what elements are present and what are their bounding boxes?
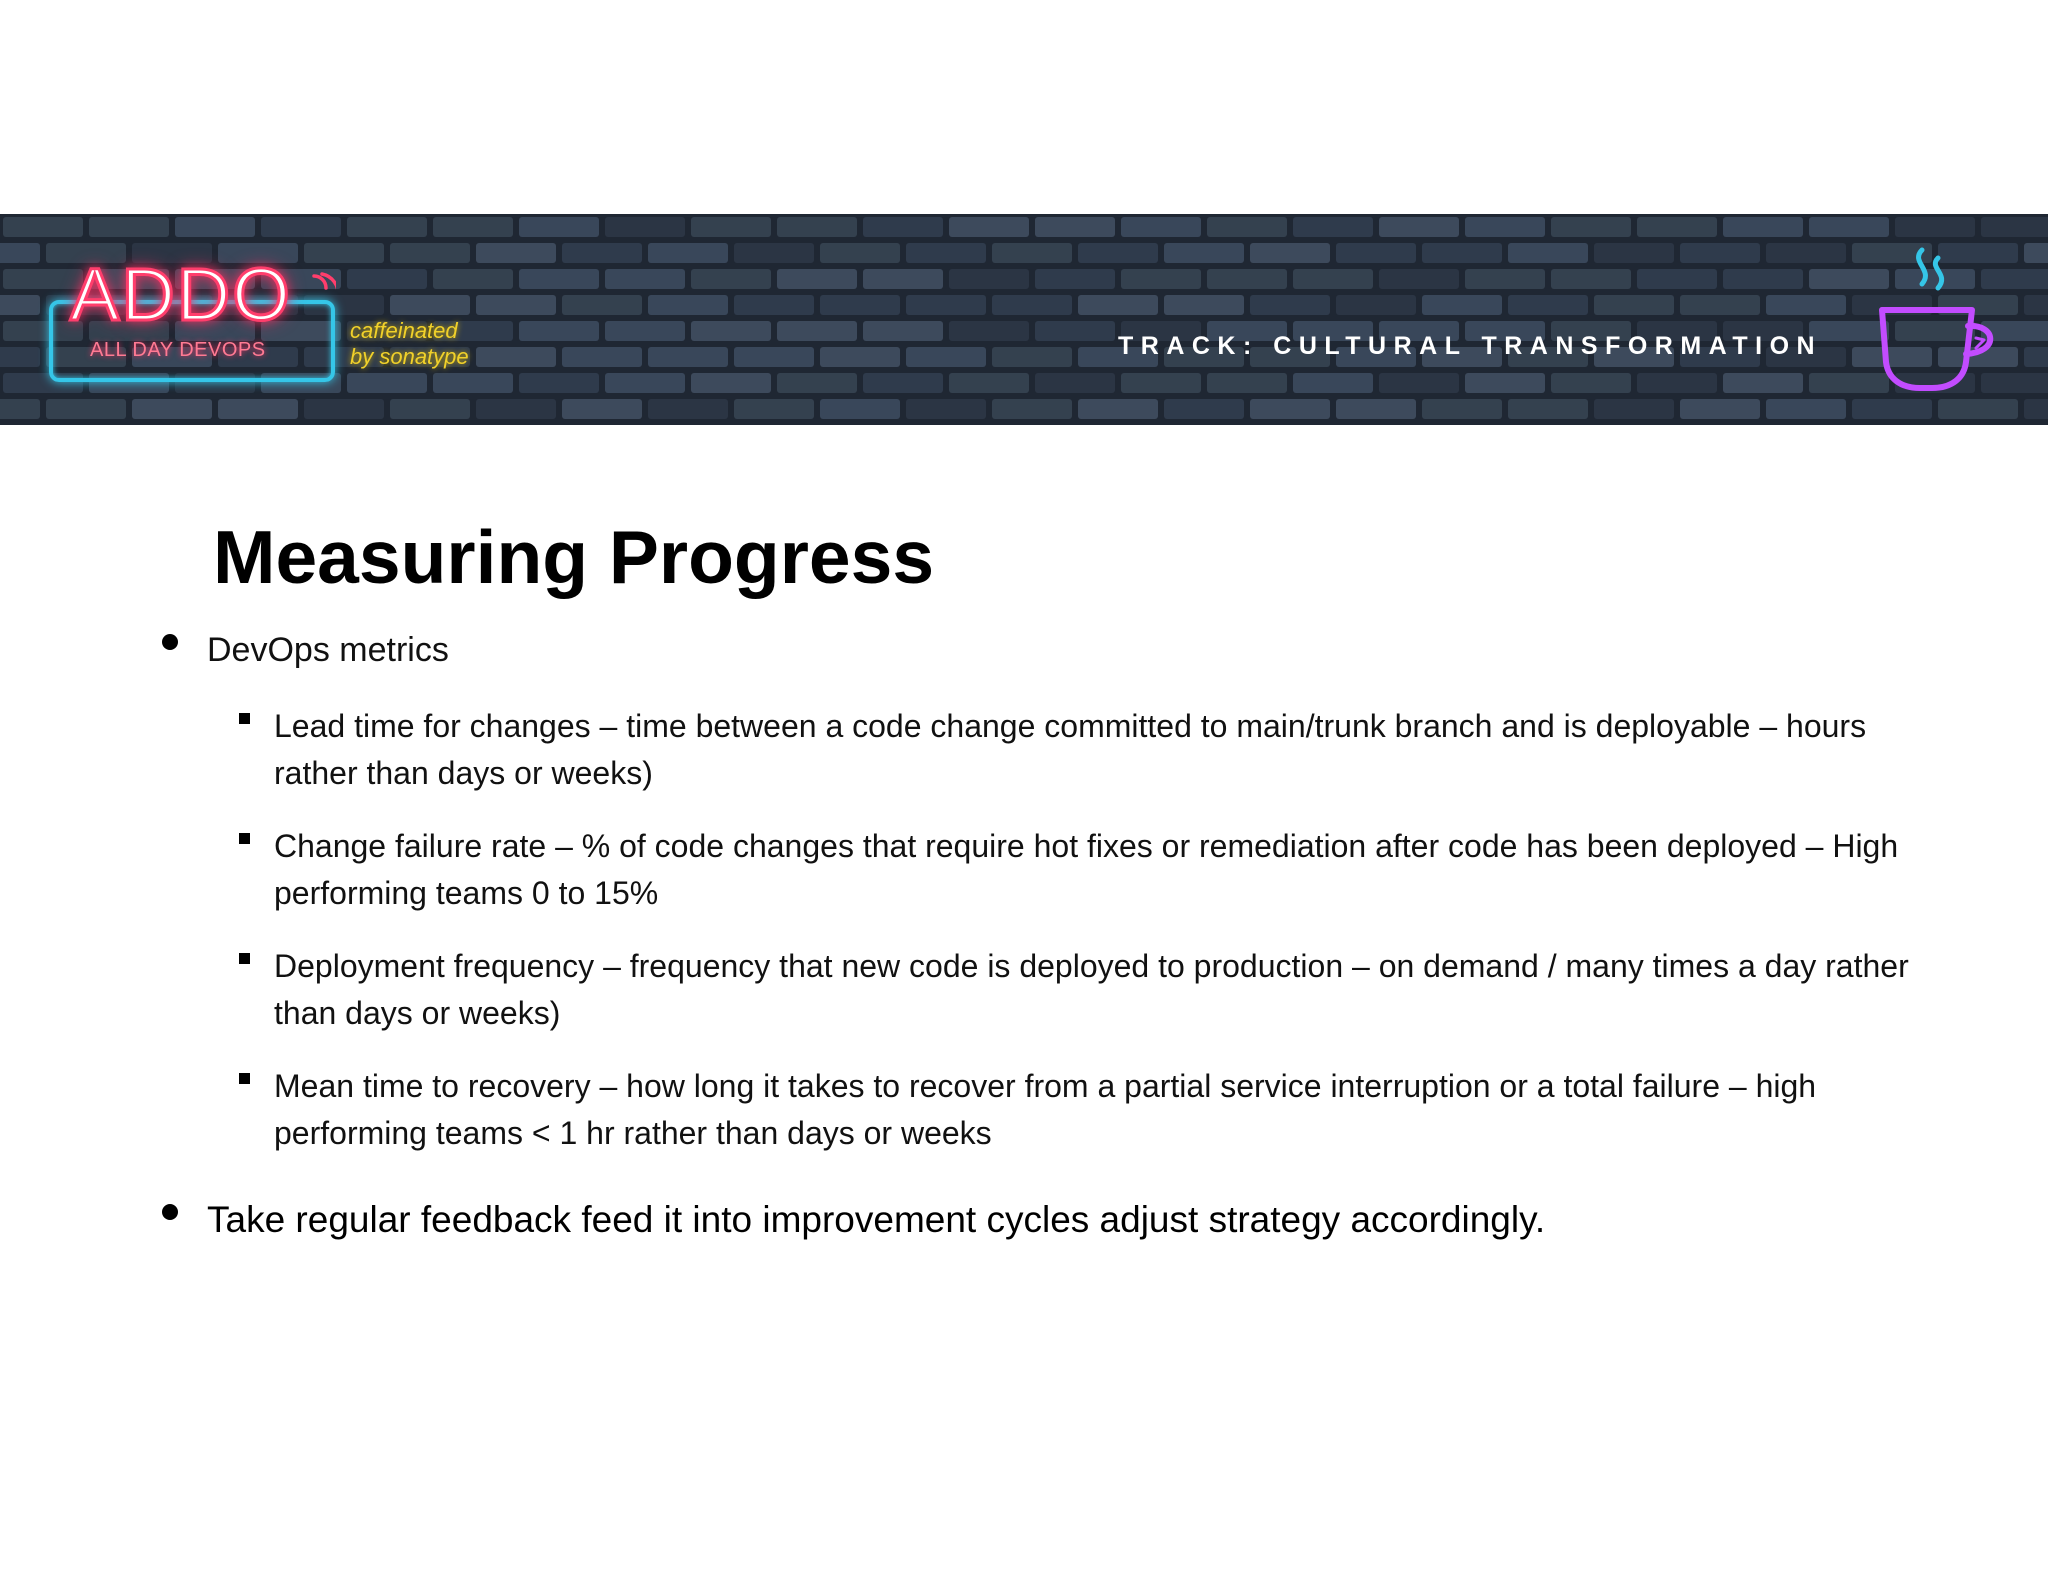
brick [992,347,1072,367]
brick [433,269,513,289]
brick [390,243,470,263]
brick [46,399,126,419]
brick [1637,373,1717,393]
wifi-icon [296,258,336,298]
brick [1379,269,1459,289]
brick [1852,399,1932,419]
brick [1078,243,1158,263]
brick [777,321,857,341]
brick [1035,373,1115,393]
brick [2024,399,2048,419]
brick [820,295,900,315]
brick [1250,243,1330,263]
brick [1938,399,2018,419]
brick [562,347,642,367]
brick [1207,217,1287,237]
brick [304,399,384,419]
brick [347,269,427,289]
brick [734,347,814,367]
brick [1981,217,2048,237]
brick [1680,399,1760,419]
brick [863,321,943,341]
brick [1293,217,1373,237]
brick [691,373,771,393]
sub-list-item: Deployment frequency – frequency that new code is deployed to production – on demand / many times a day rather than days or weeks) [274,948,1909,1031]
brick [0,243,40,263]
brick [1422,399,1502,419]
brick [476,295,556,315]
brick [1551,373,1631,393]
sponsor-line-2: by sonatype [350,344,469,369]
brick [605,373,685,393]
brick [218,399,298,419]
brick [519,321,599,341]
brick [1594,399,1674,419]
brick [691,321,771,341]
brick [347,217,427,237]
brick [1121,269,1201,289]
brick [1422,295,1502,315]
brick [1465,217,1545,237]
brick [949,269,1029,289]
brick [1121,373,1201,393]
brick [863,217,943,237]
brick [906,399,986,419]
brick [777,373,857,393]
sub-bullet-square [239,1073,250,1084]
brick [906,295,986,315]
brick [519,373,599,393]
brick [734,243,814,263]
brick [89,217,169,237]
brick [1164,243,1244,263]
brick [476,243,556,263]
brick [1250,399,1330,419]
brick [820,243,900,263]
brick [562,243,642,263]
sub-list-item: Mean time to recovery – how long it takes to recover from a partial service interruption or a total failure – high performing teams < 1 hr rather than days or weeks [274,1068,1817,1151]
brick [906,243,986,263]
brick [1336,399,1416,419]
sub-list-item: Change failure rate – % of code changes that require hot fixes or remediation after code has been deployed – High performing teams 0 to 15% [274,828,1899,911]
brick [605,217,685,237]
brick [949,321,1029,341]
brick [1164,295,1244,315]
brick [1594,243,1674,263]
brick [0,295,40,315]
brick [519,269,599,289]
brick [863,269,943,289]
brick [992,399,1072,419]
brick [648,399,728,419]
brick [992,295,1072,315]
brick [1594,295,1674,315]
bullet-dot [162,630,186,654]
brick [1680,295,1760,315]
brick [691,269,771,289]
brick [0,347,40,367]
brick [175,217,255,237]
sub-bullet-square [239,713,250,724]
brick [1379,217,1459,237]
brick [1809,217,1889,237]
brick [992,243,1072,263]
brick [863,373,943,393]
list-item: DevOps metrics [207,631,449,669]
brick [1078,295,1158,315]
brick [433,373,513,393]
brick [648,295,728,315]
brick [1422,243,1502,263]
sponsor-tagline [350,318,469,370]
brick [1207,269,1287,289]
brick [2024,347,2048,367]
brick [1637,217,1717,237]
brick [1723,217,1803,237]
sub-bullet-square [239,953,250,964]
brick [1508,399,1588,419]
brick [648,243,728,263]
brick [1465,373,1545,393]
brick [734,295,814,315]
logo-wordmark: ADDO [70,253,292,336]
brick [605,321,685,341]
list-item: Take regular feedback feed it into improvement cycles adjust strategy accordingly. [207,1199,1546,1240]
brick [562,399,642,419]
brick [1207,373,1287,393]
brick [1766,399,1846,419]
brick [1293,269,1373,289]
brick [1035,217,1115,237]
brick [1078,399,1158,419]
brick [1379,373,1459,393]
brick [1508,243,1588,263]
brick [476,347,556,367]
brick [1723,373,1803,393]
brick [1336,243,1416,263]
brick [777,217,857,237]
brick [1250,295,1330,315]
brick [1465,269,1545,289]
logo-tagline: ALL DAY DEVOPS [90,339,266,361]
brick [1637,269,1717,289]
page-title: Measuring Progress [213,515,935,599]
brick [1293,373,1373,393]
sub-list-item: Lead time for changes – time between a code change committed to main/trunk branch and is deployable – hours rather than days or weeks) [274,708,1867,791]
brick [1723,269,1803,289]
brick [1164,399,1244,419]
brick [1551,217,1631,237]
brick [1121,217,1201,237]
coffee-cup-icon [1872,240,2002,400]
sub-bullet-square [239,833,250,844]
brick [1035,269,1115,289]
brick [390,295,470,315]
brick [605,269,685,289]
brick [648,347,728,367]
brick [820,347,900,367]
sponsor-line-1: caffeinated [350,318,458,343]
brick [347,373,427,393]
brick [519,217,599,237]
track-label: TRACK: CULTURAL TRANSFORMATION [1118,332,1823,360]
bullet-dot [162,1200,186,1224]
brick [1551,269,1631,289]
brick [1766,295,1846,315]
brick [820,399,900,419]
brick [949,373,1029,393]
brick [1766,243,1846,263]
brick [390,399,470,419]
brick [132,399,212,419]
brick [1035,321,1115,341]
brick [734,399,814,419]
brick [1680,243,1760,263]
brick [2024,243,2048,263]
brick [476,399,556,419]
brick [0,399,40,419]
brick [906,347,986,367]
brick [3,217,83,237]
brick [777,269,857,289]
brick [949,217,1029,237]
brick [1895,217,1975,237]
brick [1336,295,1416,315]
brick [2024,295,2048,315]
brick [261,217,341,237]
brick [1508,295,1588,315]
brick [691,217,771,237]
brick [433,217,513,237]
brick [562,295,642,315]
